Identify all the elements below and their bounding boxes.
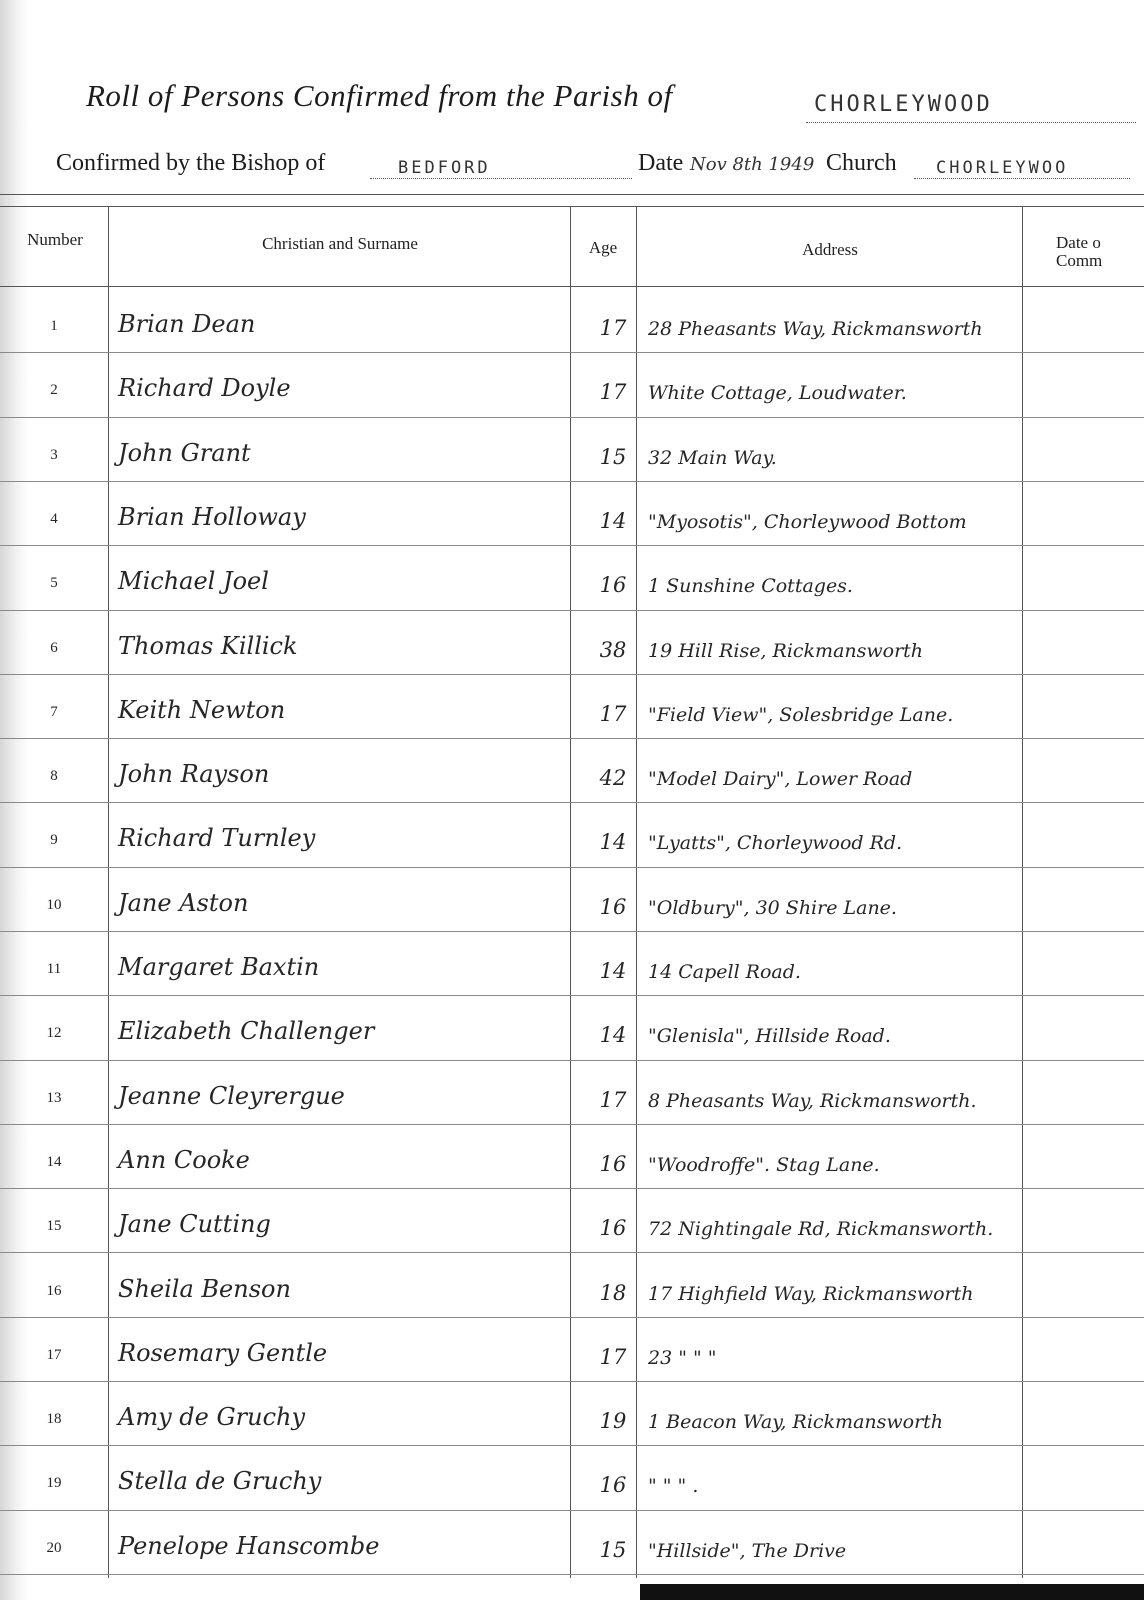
row-number: 2 [50, 382, 58, 398]
person-address: 72 Nightingale Rd, Rickmansworth. [648, 1218, 994, 1240]
person-address: 1 Beacon Way, Rickmansworth [648, 1411, 944, 1433]
person-address: 17 Highfield Way, Rickmansworth [648, 1283, 974, 1305]
person-age: 17 [599, 1345, 627, 1369]
row-number: 10 [46, 897, 62, 913]
person-address: "Model Dairy", Lower Road [648, 768, 913, 790]
person-age: 16 [599, 1152, 627, 1176]
person-name: John Grant [118, 439, 251, 467]
row-rule [0, 738, 1144, 739]
row-number: 4 [50, 511, 58, 527]
column-header-address: Address [802, 240, 858, 259]
row-rule [0, 1060, 1144, 1061]
person-address: 32 Main Way. [648, 447, 777, 469]
date-label: Date [638, 150, 684, 176]
person-age: 18 [599, 1281, 627, 1305]
parish-name: CHORLEYWOOD [814, 92, 993, 117]
row-number: 13 [46, 1090, 62, 1106]
row-number: 9 [50, 832, 58, 848]
person-age: 16 [599, 573, 627, 597]
row-number: 1 [50, 318, 58, 334]
person-address: White Cottage, Loudwater. [648, 382, 907, 404]
person-name: Keith Newton [118, 696, 286, 724]
church-name: CHORLEYWOO [936, 158, 1069, 178]
row-rule [0, 1124, 1144, 1125]
column-header-number: Number [27, 230, 83, 249]
column-divider [570, 206, 571, 1578]
bishop-name: BEDFORD [398, 158, 491, 178]
row-rule [0, 417, 1144, 418]
row-rule [0, 1381, 1144, 1382]
row-rule [0, 545, 1144, 546]
row-rule [0, 1188, 1144, 1189]
page-title: Roll of Persons Confirmed from the Parish of [86, 78, 673, 113]
row-number: 14 [46, 1154, 62, 1170]
person-name: Stella de Gruchy [118, 1467, 322, 1495]
person-name: Elizabeth Challenger [118, 1017, 375, 1045]
person-age: 16 [599, 1473, 627, 1497]
row-rule [0, 802, 1144, 803]
person-address: "Myosotis", Chorleywood Bottom [648, 511, 967, 533]
person-age: 15 [599, 445, 627, 469]
row-rule [0, 1445, 1144, 1446]
row-rule [0, 352, 1144, 353]
person-address: "Oldbury", 30 Shire Lane. [648, 897, 897, 919]
row-rule [0, 674, 1144, 675]
person-age: 14 [599, 509, 627, 533]
person-name: Richard Turnley [118, 824, 316, 852]
person-address: 1 Sunshine Cottages. [648, 575, 853, 597]
person-address: 23 " " " [648, 1347, 717, 1369]
row-rule [0, 481, 1144, 482]
person-age: 17 [599, 1088, 627, 1112]
person-address: "Glenisla", Hillside Road. [648, 1025, 891, 1047]
person-name: Rosemary Gentle [118, 1339, 328, 1367]
row-number: 8 [50, 768, 58, 784]
person-name: Michael Joel [118, 567, 269, 595]
table-top-rule-inner [0, 206, 1144, 207]
person-name: Richard Doyle [118, 374, 291, 402]
person-name: Jane Aston [118, 889, 249, 917]
table-top-rule [0, 194, 1144, 195]
person-address: " " " . [648, 1475, 699, 1497]
person-age: 17 [599, 380, 627, 404]
column-header-first-communion: Date o Comm [1056, 234, 1103, 270]
table-header-rule [0, 286, 1144, 287]
column-divider [636, 206, 637, 1578]
column-header-name: Christian and Surname [262, 234, 418, 253]
bishop-label: Confirmed by the Bishop of [56, 150, 326, 176]
person-address: 14 Capell Road. [648, 961, 801, 983]
person-address: "Lyatts", Chorleywood Rd. [648, 832, 903, 854]
person-address: "Woodroffe". Stag Lane. [648, 1154, 880, 1176]
person-name: Brian Holloway [118, 503, 306, 531]
person-name: John Rayson [118, 760, 270, 788]
person-address: 28 Pheasants Way, Rickmansworth [648, 318, 983, 340]
column-divider [108, 206, 109, 1578]
row-rule [0, 931, 1144, 932]
row-number: 12 [46, 1025, 62, 1041]
person-age: 14 [599, 1023, 627, 1047]
person-age: 38 [599, 638, 627, 662]
row-number: 3 [50, 447, 58, 463]
person-age: 14 [599, 959, 627, 983]
row-rule [0, 1510, 1144, 1511]
person-name: Margaret Baxtin [118, 953, 320, 981]
row-number: 16 [46, 1283, 62, 1299]
church-label: Church [826, 150, 897, 176]
person-age: 16 [599, 895, 627, 919]
row-number: 5 [50, 575, 58, 591]
person-name: Jeanne Cleyrergue [118, 1082, 345, 1110]
person-address: 8 Pheasants Way, Rickmansworth. [648, 1090, 977, 1112]
column-divider [1022, 206, 1023, 1578]
person-name: Brian Dean [118, 310, 256, 338]
person-age: 19 [599, 1409, 627, 1433]
row-rule [0, 610, 1144, 611]
person-age: 14 [599, 830, 627, 854]
row-number: 15 [46, 1218, 62, 1234]
row-number: 7 [50, 704, 58, 720]
row-rule [0, 995, 1144, 996]
row-rule [0, 867, 1144, 868]
person-name: Sheila Benson [118, 1275, 291, 1303]
person-name: Penelope Hanscombe [118, 1532, 380, 1560]
row-number: 20 [46, 1540, 62, 1556]
row-number: 11 [46, 961, 62, 977]
scan-bottom-edge [640, 1584, 1144, 1600]
person-age: 17 [599, 702, 627, 726]
person-age: 17 [599, 316, 627, 340]
person-address: "Hillside", The Drive [648, 1540, 847, 1562]
person-name: Jane Cutting [118, 1210, 271, 1238]
person-address: 19 Hill Rise, Rickmansworth [648, 640, 924, 662]
row-rule [0, 1317, 1144, 1318]
row-number: 6 [50, 640, 58, 656]
row-number: 19 [46, 1475, 62, 1491]
person-age: 16 [599, 1216, 627, 1240]
row-rule [0, 1252, 1144, 1253]
person-name: Thomas Killick [118, 632, 298, 660]
row-rule [0, 1574, 1144, 1575]
confirmation-date: Nov 8th 1949 [690, 154, 815, 175]
person-name: Ann Cooke [118, 1146, 250, 1174]
person-name: Amy de Gruchy [118, 1403, 306, 1431]
person-age: 15 [599, 1538, 627, 1562]
row-number: 18 [46, 1411, 62, 1427]
row-number: 17 [46, 1347, 62, 1363]
person-address: "Field View", Solesbridge Lane. [648, 704, 954, 726]
person-age: 42 [599, 766, 627, 790]
column-header-age: Age [588, 238, 618, 257]
